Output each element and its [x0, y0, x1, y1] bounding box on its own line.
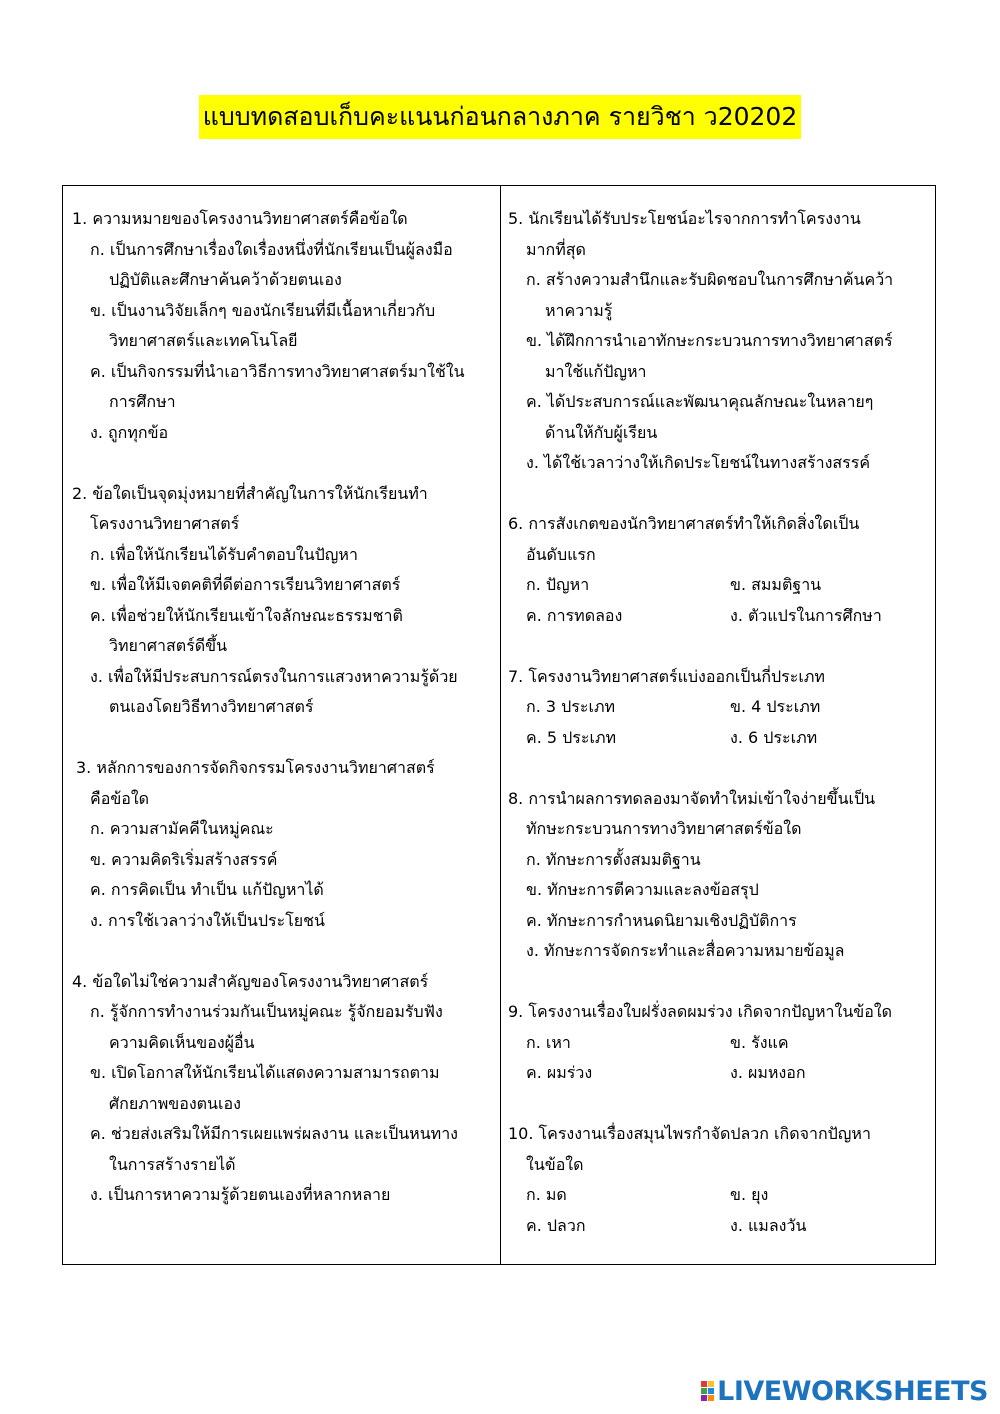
answer-option: ก. เหา	[526, 1032, 571, 1052]
answer-option: ง. ทักษะการจัดกระทำและสื่อความหมายข้อมูล	[526, 941, 845, 960]
answer-option: ค. ผมร่วง	[526, 1063, 593, 1082]
question-text: 5. นักเรียนได้รับประโยชน์อะไรจากการทำโครงงาน	[508, 209, 861, 228]
title-area	[0, 95, 1000, 139]
answer-option: ค. ทักษะการกำหนดนิยามเชิงปฏิบัติการ	[526, 910, 797, 930]
answer-option: ค. เป็นกิจกรรมที่นำเอาวิธีการทางวิทยาศาสตร์มาใช้ใน	[90, 361, 465, 381]
question-item	[72, 753, 490, 936]
answer-option-continued: ศักยภาพของตนเอง	[109, 1093, 241, 1113]
answer-option: ค. ได้ประสบการณ์และพัฒนาคุณลักษณะในหลายๆ	[526, 392, 874, 411]
answer-option: ก. เพื่อให้นักเรียนได้รับคำตอบในปัญหา	[90, 544, 358, 564]
question-text: 1. ความหมายของโครงงานวิทยาศาสตร์คือข้อใด	[72, 209, 408, 228]
answer-option: ค. 5 ประเภท	[526, 727, 617, 747]
answer-option: ข. เปิดโอกาสให้นักเรียนได้แสดงความสามารถตาม	[90, 1063, 440, 1082]
question-item	[72, 479, 490, 723]
answer-option: ก. ความสามัคคีในหมู่คณะ	[90, 819, 274, 838]
question-item	[508, 784, 928, 967]
answer-option-row	[508, 1211, 928, 1242]
answer-option: ข. เป็นงานวิจัยเล็กๆ ของนักเรียนที่มีเนื้อหาเกี่ยวกับ	[90, 300, 436, 320]
answer-option: ก. มด	[526, 1185, 567, 1204]
answer-option-continued: หาความรู้	[545, 300, 613, 320]
watermark-text: LIVEWORKSHEETS	[717, 1375, 988, 1407]
page-title: แบบทดสอบเก็บคะแนนก่อนกลางภาค รายวิชา ว20202	[199, 95, 802, 139]
logo-blocks-icon	[701, 1381, 714, 1401]
answer-option: ข. เพื่อให้มีเจตคติที่ดีต่อการเรียนวิทยาศาสตร์	[90, 575, 401, 594]
right-column	[508, 204, 928, 1241]
answer-option-continued: มาใช้แก้ปัญหา	[545, 361, 647, 381]
answer-option-continued: วิทยาศาสตร์และเทคโนโลยี	[109, 331, 298, 350]
answer-option: ข. ความคิดริเริ่มสร้างสรรค์	[90, 849, 278, 869]
answer-option: ง. เป็นการหาความรู้ด้วยตนเองที่หลากหลาย	[90, 1185, 391, 1204]
answer-option: ค. การทดลอง	[526, 605, 623, 625]
answer-option: ง. การใช้เวลาว่างให้เป็นประโยชน์	[90, 910, 325, 930]
question-item	[508, 509, 928, 631]
answer-option-row	[508, 601, 928, 632]
question-text-continued: คือข้อใด	[90, 788, 150, 808]
question-text: 10. โครงงานเรื่องสมุนไพรกำจัดปลวก เกิดจากปัญหา	[508, 1124, 871, 1143]
answer-option-continued: ความคิดเห็นของผู้อื่น	[109, 1032, 255, 1052]
question-text: 7. โครงงานวิทยาศาสตร์แบ่งออกเป็นกี่ประเภท	[508, 666, 825, 686]
answer-option: ข. ได้ฝึกการนำเอาทักษะกระบวนการทางวิทยาศาสตร์	[526, 331, 893, 350]
answer-option-continued: ตนเองโดยวิธีทางวิทยาศาสตร์	[109, 697, 314, 716]
answer-option: ค. ช่วยส่งเสริมให้มีการเผยแพร่ผลงาน และเป็นหนทาง	[90, 1124, 458, 1143]
answer-option: ก. สร้างความสำนึกและรับผิดชอบในการศึกษาค้นคว้า	[526, 270, 894, 289]
question-text-continued: โครงงานวิทยาศาสตร์	[90, 514, 240, 533]
answer-option: ง. ได้ใช้เวลาว่างให้เกิดประโยชน์ในทางสร้างสรรค์	[526, 453, 871, 472]
answer-option: ค. เพื่อช่วยให้นักเรียนเข้าใจลักษณะธรรมชาติ	[90, 605, 403, 625]
answer-option-row	[508, 1028, 928, 1059]
answer-option-row	[508, 723, 928, 754]
question-text: 4. ข้อใดไม่ใช่ความสำคัญของโครงงานวิทยาศาสตร์	[72, 971, 429, 991]
answer-option: ข. ทักษะการตีความและลงข้อสรุป	[526, 880, 759, 899]
question-item	[72, 204, 490, 448]
question-text: 3. หลักการของการจัดกิจกรรมโครงงานวิทยาศาสตร์	[76, 758, 435, 777]
answer-option: ก. รู้จักการทำงานร่วมกันเป็นหมู่คณะ รู้จักยอมรับฟัง	[90, 1002, 443, 1021]
question-text: 6. การสังเกตของนักวิทยาศาสตร์ทำให้เกิดสิ่งใดเป็น	[508, 514, 860, 533]
question-item	[72, 967, 490, 1211]
answer-option: ก. ทักษะการตั้งสมมติฐาน	[526, 849, 701, 869]
answer-option: ง. ตัวแปรในการศึกษา	[730, 605, 882, 625]
question-text-continued: อันดับแรก	[526, 544, 596, 564]
question-text: 2. ข้อใดเป็นจุดมุ่งหมายที่สำคัญในการให้นักเรียนทำ	[72, 483, 428, 503]
question-text-continued: ในข้อใด	[526, 1154, 584, 1174]
question-item	[508, 1119, 928, 1241]
answer-option: ง. แมลงวัน	[730, 1215, 807, 1235]
answer-option: ก. ปัญหา	[526, 575, 590, 594]
answer-option: ค. การคิดเป็น ทำเป็น แก้ปัญหาได้	[90, 880, 324, 899]
question-text: 9. โครงงานเรื่องใบฝรั่งลดผมร่วง เกิดจากปัญหาในข้อใด	[508, 1002, 893, 1021]
answer-option: ข. สมมติฐาน	[730, 575, 822, 594]
question-item	[508, 662, 928, 754]
answer-option-continued: วิทยาศาสตร์ดีขึ้น	[109, 636, 228, 655]
answer-option: ก. 3 ประเภท	[526, 697, 616, 716]
answer-option-continued: การศึกษา	[109, 392, 176, 411]
left-column	[72, 204, 490, 1211]
question-text-continued: มากที่สุด	[526, 239, 586, 259]
answer-option-row	[508, 692, 928, 723]
answer-option: ค. ปลวก	[526, 1215, 586, 1235]
answer-option-row	[508, 1180, 928, 1211]
question-table	[62, 185, 936, 1265]
answer-option: ง. ผมหงอก	[730, 1063, 806, 1082]
column-divider	[500, 186, 501, 1264]
answer-option: ข. ยุง	[730, 1185, 769, 1204]
answer-option: ง. เพื่อให้มีประสบการณ์ตรงในการแสวงหาความรู้ด้วย	[90, 666, 458, 686]
liveworksheets-logo	[701, 1376, 988, 1406]
question-text-continued: ทักษะกระบวนการทางวิทยาศาสตร์ข้อใด	[526, 819, 802, 838]
answer-option-continued: ด้านให้กับผู้เรียน	[545, 422, 658, 442]
answer-option: ก. เป็นการศึกษาเรื่องใดเรื่องหนึ่งที่นักเรียนเป็นผู้ลงมือ	[90, 239, 453, 259]
answer-option: ข. รังแค	[730, 1032, 789, 1052]
answer-option-continued: ในการสร้างรายได้	[109, 1154, 236, 1174]
answer-option: ข. 4 ประเภท	[730, 697, 821, 716]
answer-option: ง. ถูกทุกข้อ	[90, 422, 169, 442]
answer-option-row	[508, 1058, 928, 1089]
question-item	[508, 997, 928, 1089]
answer-option: ง. 6 ประเภท	[730, 727, 818, 747]
answer-option-continued: ปฏิบัติและศึกษาค้นคว้าด้วยตนเอง	[109, 270, 342, 289]
question-text: 8. การนำผลการทดลองมาจัดทำใหม่เข้าใจง่ายขึ้นเป็น	[508, 788, 876, 808]
question-item	[508, 204, 928, 479]
answer-option-row	[508, 570, 928, 601]
